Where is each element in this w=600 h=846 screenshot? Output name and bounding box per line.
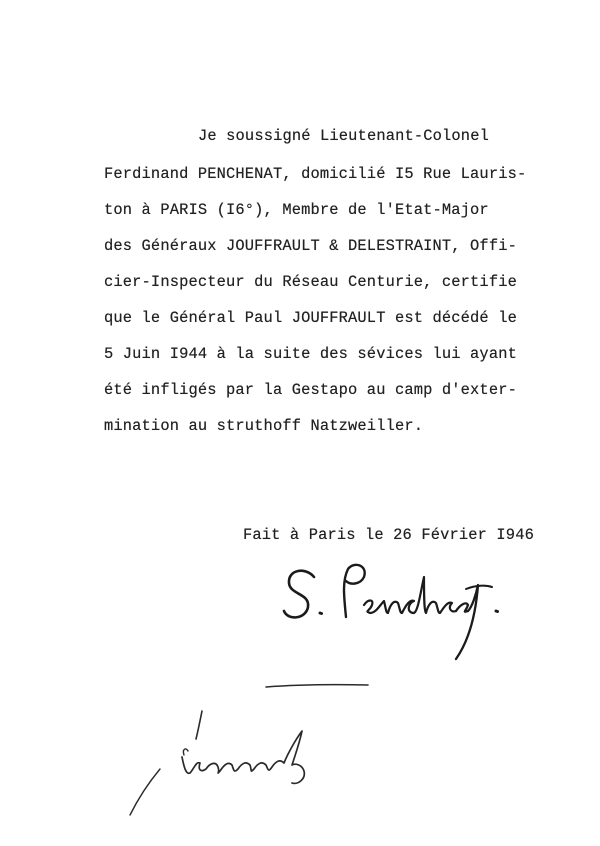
letter-line-2: Ferdinand PENCHENAT, domicilié I5 Rue Lauris- — [104, 165, 527, 183]
letter-line-6: que le Général Paul JOUFFRAULT est décédé le — [104, 309, 517, 327]
signature-main — [280, 555, 510, 665]
signature-second — [120, 705, 330, 820]
letter-line-9: mination au struthoff Natzweiller. — [104, 417, 424, 435]
letter-line-8: été infligés par la Gestapo au camp d'exter- — [104, 381, 517, 399]
letter-line-3: ton à PARIS (I6°), Membre de l'Etat-Major — [104, 201, 489, 219]
letter-line-7: 5 Juin I944 à la suite des sévices lui ayant — [104, 345, 517, 363]
letter-line-1: Je soussigné Lieutenant-Colonel — [198, 127, 489, 145]
letter-line-5: cier-Inspecteur du Réseau Centurie, certifie — [104, 273, 517, 291]
signature-rule — [262, 680, 372, 692]
date-line: Fait à Paris le 26 Février I946 — [243, 526, 534, 544]
letter-line-4: des Généraux JOUFFRAULT & DELESTRAINT, Offi- — [104, 237, 517, 255]
